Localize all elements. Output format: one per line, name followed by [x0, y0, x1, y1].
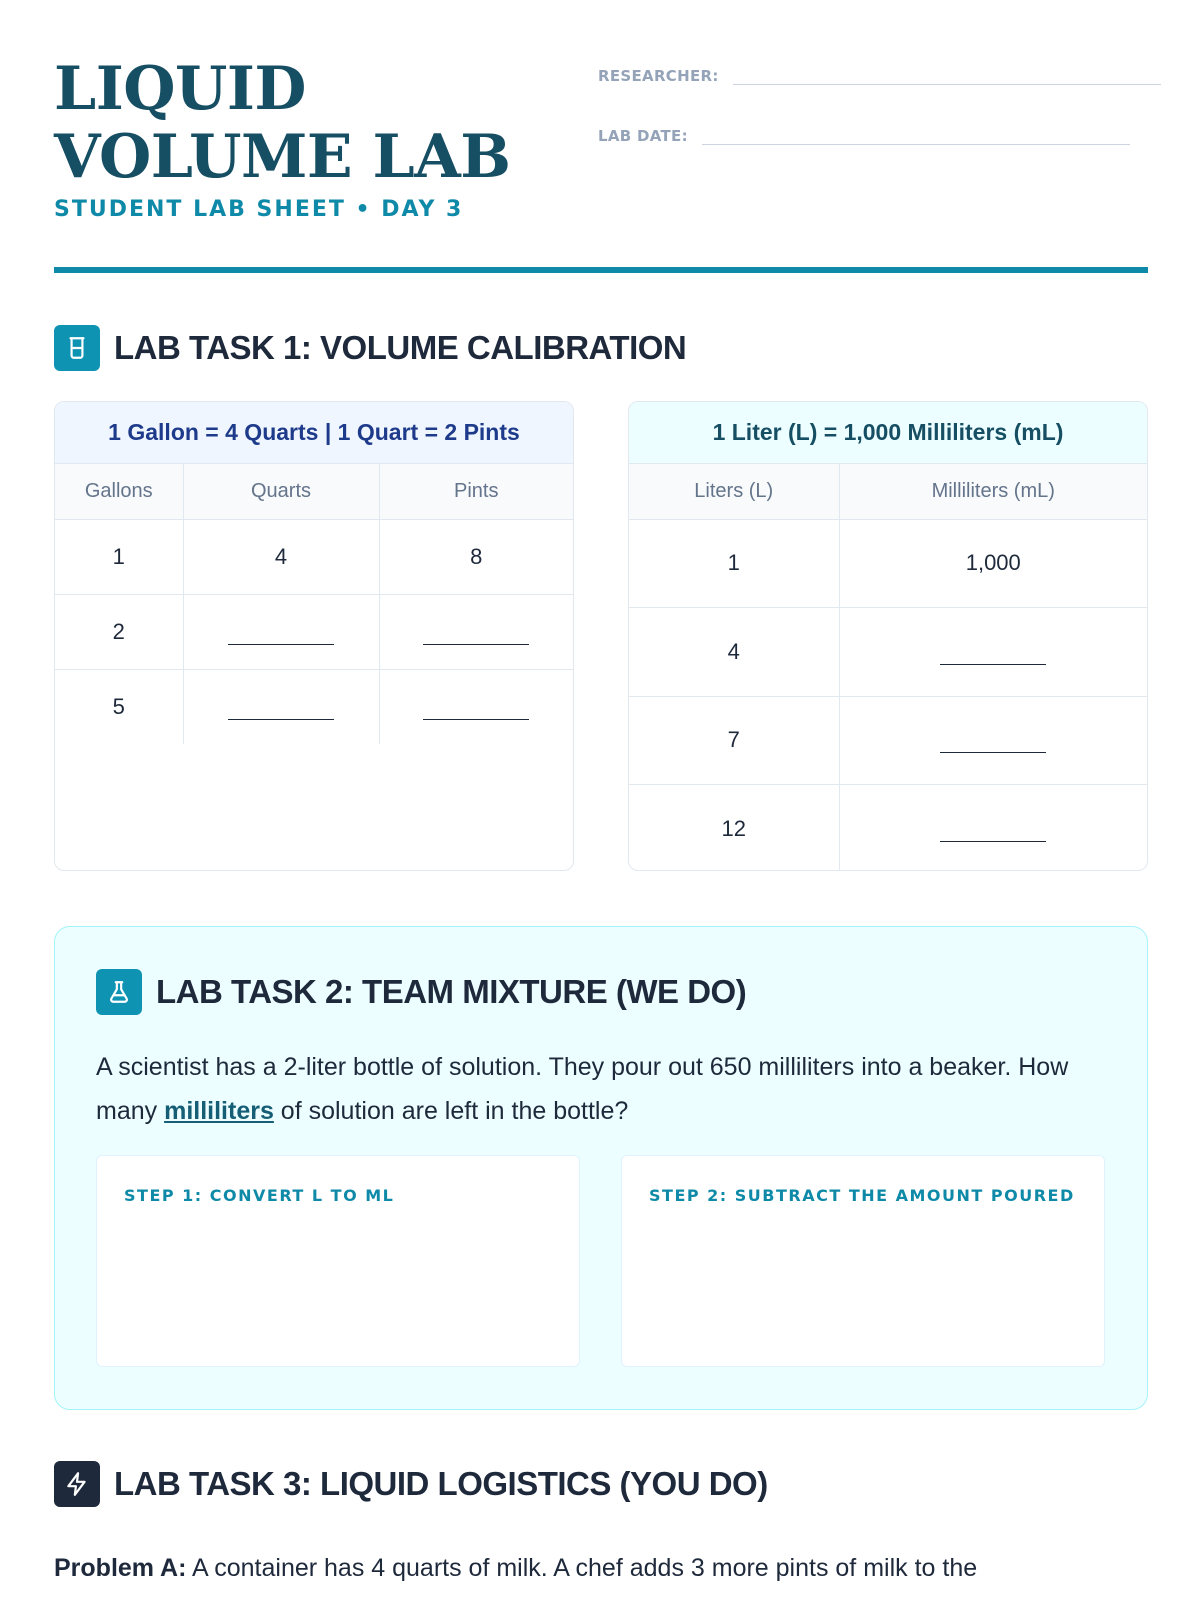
cell-liters: 7	[629, 696, 839, 785]
col-liters: Liters (L)	[629, 464, 839, 519]
answer-blank-cell[interactable]	[839, 696, 1147, 785]
col-pints: Pints	[379, 464, 573, 519]
cell-milliliters: 1,000	[839, 519, 1147, 608]
col-quarts: Quarts	[183, 464, 379, 519]
answer-blank[interactable]	[940, 739, 1046, 753]
answer-blank-cell[interactable]	[379, 669, 573, 744]
task1-title: LAB TASK 1: VOLUME CALIBRATION	[114, 329, 687, 366]
table-row	[629, 785, 1147, 872]
gallons-table	[54, 401, 574, 871]
cell-gallons: 1	[55, 519, 183, 594]
cell-gallons: 5	[55, 669, 183, 744]
lab-date-field[interactable]	[598, 123, 1130, 145]
gallons-table-caption: 1 Gallon = 4 Quarts | 1 Quart = 2 Pints	[55, 402, 573, 464]
liters-table	[628, 401, 1148, 871]
col-milliliters: Milliliters (mL)	[839, 464, 1147, 519]
cell-liters: 12	[629, 785, 839, 872]
step1-work-box[interactable]	[96, 1155, 580, 1367]
step2-work-box[interactable]	[621, 1155, 1105, 1367]
table-row	[55, 519, 573, 594]
answer-blank-cell[interactable]	[839, 785, 1147, 872]
prompt-text: A scientist has a 2-liter bottle of solution. They pour out 650 milliliters into a beaker. How many	[96, 1053, 1069, 1125]
task2-heading	[96, 969, 746, 1015]
problem-a-label: Problem A:	[54, 1554, 187, 1582]
cell-pints: 8	[379, 519, 573, 594]
prompt-emphasis: milliliters	[164, 1097, 274, 1125]
task3-heading	[54, 1461, 768, 1507]
liters-table-caption: 1 Liter (L) = 1,000 Milliliters (mL)	[629, 402, 1147, 464]
step2-label: STEP 2: SUBTRACT THE AMOUNT POURED	[649, 1186, 1075, 1205]
answer-blank[interactable]	[423, 631, 529, 645]
task3-title: LAB TASK 3: LIQUID LOGISTICS (YOU DO)	[114, 1465, 768, 1502]
answer-blank-cell[interactable]	[183, 669, 379, 744]
cell-liters: 1	[629, 519, 839, 608]
lab-date-line[interactable]	[702, 123, 1130, 145]
answer-blank[interactable]	[423, 706, 529, 720]
answer-blank[interactable]	[228, 706, 334, 720]
beaker-icon	[54, 325, 100, 371]
problem-a-text: A container has 4 quarts of milk. A chef adds 3 more pints of milk to the	[186, 1554, 978, 1582]
answer-blank[interactable]	[940, 828, 1046, 842]
answer-blank[interactable]	[228, 631, 334, 645]
page-subtitle: STUDENT LAB SHEET • DAY 3	[54, 197, 464, 222]
header-divider	[54, 267, 1148, 273]
table-row	[629, 519, 1147, 608]
flask-icon	[96, 969, 142, 1015]
task2-prompt	[96, 1045, 1106, 1133]
researcher-field[interactable]	[598, 63, 1161, 85]
table-row	[629, 608, 1147, 697]
researcher-label: RESEARCHER:	[598, 67, 719, 85]
col-gallons: Gallons	[55, 464, 183, 519]
answer-blank-cell[interactable]	[839, 608, 1147, 697]
task2-title: LAB TASK 2: TEAM MIXTURE (WE DO)	[156, 973, 747, 1010]
header	[54, 55, 1148, 275]
page-title: LIQUID VOLUME LAB	[54, 54, 511, 192]
lab-sheet	[54, 0, 1148, 1600]
table-row	[629, 696, 1147, 785]
answer-blank-cell[interactable]	[183, 594, 379, 669]
table-row	[55, 669, 573, 744]
cell-liters: 4	[629, 608, 839, 697]
answer-blank-cell[interactable]	[379, 594, 573, 669]
answer-blank[interactable]	[940, 651, 1046, 665]
lab-date-label: LAB DATE:	[598, 127, 688, 145]
problem-a	[54, 1546, 1148, 1590]
researcher-line[interactable]	[733, 63, 1161, 85]
task2-panel	[54, 926, 1148, 1410]
step1-label: STEP 1: CONVERT L TO ML	[124, 1186, 395, 1205]
table-row	[55, 594, 573, 669]
prompt-text-end: of solution are left in the bottle?	[273, 1097, 629, 1125]
cell-quarts: 4	[183, 519, 379, 594]
lightning-icon	[54, 1461, 100, 1507]
cell-gallons: 2	[55, 594, 183, 669]
task1-heading	[54, 325, 686, 371]
